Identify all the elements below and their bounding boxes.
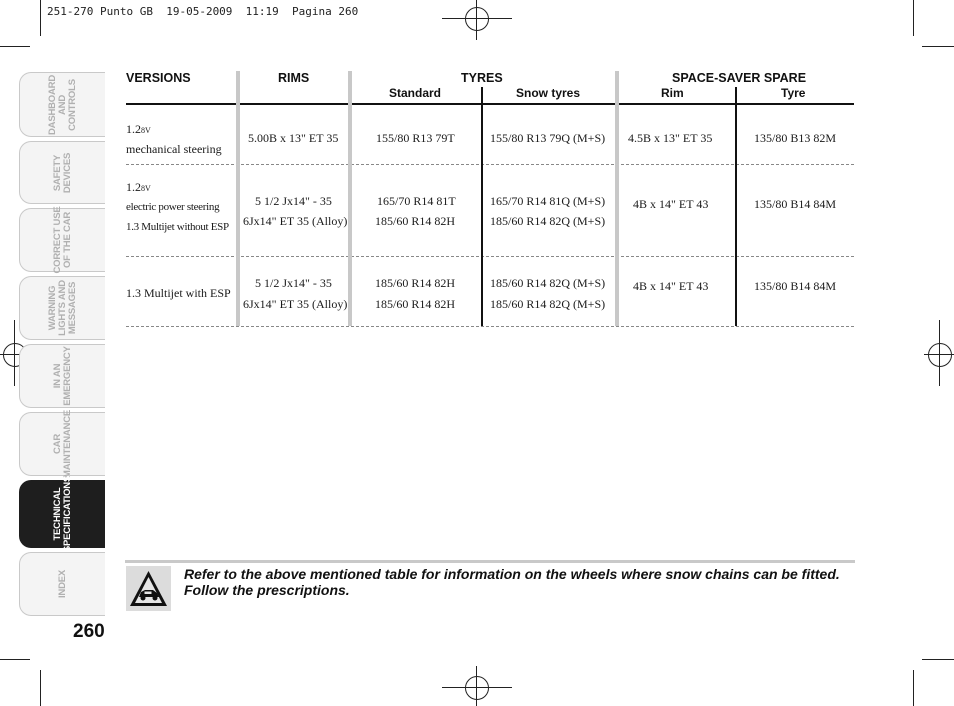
spare-rim-cell: 4B x 14" ET 43 bbox=[633, 197, 709, 211]
column-divider bbox=[348, 71, 352, 326]
column-divider bbox=[481, 87, 483, 326]
rims-cell: 5 1/2 Jx14" - 35 bbox=[255, 194, 332, 208]
snow-cell: 185/60 R14 82Q (M+S) bbox=[490, 276, 606, 290]
tab-safety[interactable] bbox=[19, 141, 105, 204]
tab-label: CAR MAINTENANCE bbox=[51, 410, 73, 478]
header-space-saver: SPACE-SAVER SPARE bbox=[672, 71, 807, 85]
subheader-snow: Snow tyres bbox=[516, 86, 581, 100]
print-header: 251-270 Punto GB 19-05-2009 11:19 Pagina 260 bbox=[47, 5, 359, 18]
version-cell bbox=[126, 122, 151, 137]
spare-rim-cell: 4.5B x 13" ET 35 bbox=[628, 131, 713, 145]
header-rims: RIMS bbox=[278, 71, 310, 85]
version-line3: 1.3 Multijet without ESP bbox=[126, 221, 229, 233]
tab-technical[interactable] bbox=[19, 475, 105, 553]
row-divider bbox=[126, 326, 854, 327]
spare-tyre-cell: 135/80 B14 84M bbox=[754, 279, 837, 293]
version-line2: electric power steering bbox=[126, 201, 220, 213]
version-cell: 1.3 Multijet with ESP bbox=[126, 286, 231, 300]
tab-label: TECHNICAL SPECIFICATIONS bbox=[51, 475, 73, 553]
rims-cell: 5.00B x 13" ET 35 bbox=[248, 131, 339, 145]
standard-cell: 185/60 R14 82H bbox=[375, 297, 456, 311]
version-line2: mechanical steering bbox=[126, 142, 222, 156]
tab-label: WARNING LIGHTS AND MESSAGES bbox=[46, 280, 78, 336]
rims-cell: 6Jx14" ET 35 (Alloy) bbox=[243, 214, 348, 228]
spare-tyre-cell: 135/80 B14 84M bbox=[754, 197, 837, 211]
tab-label: IN AN EMERGENCY bbox=[51, 346, 73, 406]
subheader-tyre: Tyre bbox=[781, 86, 806, 100]
standard-cell: 155/80 R13 79T bbox=[376, 131, 455, 145]
rims-cell: 5 1/2 Jx14" - 35 bbox=[255, 276, 332, 290]
snow-cell: 165/70 R14 81Q (M+S) bbox=[490, 194, 606, 208]
column-divider bbox=[735, 87, 737, 326]
snow-cell: 155/80 R13 79Q (M+S) bbox=[490, 131, 606, 145]
tab-label: SAFETY DEVICES bbox=[51, 152, 73, 193]
warning-note-text: Refer to the above mentioned table for information on the wheels where snow chains can be fitted. Follow the prescriptions. bbox=[184, 566, 840, 598]
version-cell bbox=[126, 180, 151, 195]
rims-cell: 6Jx14" ET 35 (Alloy) bbox=[243, 297, 348, 311]
tab-dashboard[interactable] bbox=[19, 72, 105, 137]
tab-label: INDEX bbox=[56, 569, 68, 599]
tab-label: DASHBOARD AND CONTROLS bbox=[46, 74, 78, 135]
snow-cell: 185/60 R14 82Q (M+S) bbox=[490, 214, 606, 228]
warning-triangle-car-icon bbox=[126, 566, 171, 611]
tab-emergency[interactable] bbox=[19, 344, 105, 408]
tab-index[interactable] bbox=[19, 552, 105, 616]
spare-tyre-cell: 135/80 B13 82M bbox=[754, 131, 837, 145]
spare-rim-cell: 4B x 14" ET 43 bbox=[633, 279, 709, 293]
column-divider bbox=[615, 71, 619, 326]
standard-cell: 185/60 R14 82H bbox=[375, 276, 456, 290]
snow-cell: 185/60 R14 82Q (M+S) bbox=[490, 297, 606, 311]
subheader-standard: Standard bbox=[389, 86, 442, 100]
standard-cell: 165/70 R14 81T bbox=[377, 194, 456, 208]
version-main: 1.2 bbox=[126, 122, 141, 136]
tab-label: CORRECT USE OF THE CAR bbox=[51, 206, 73, 274]
version-sub: 8V bbox=[141, 184, 151, 193]
header-tyres: TYRES bbox=[461, 71, 503, 85]
subheader-rim: Rim bbox=[661, 86, 684, 100]
page-number: 260 bbox=[73, 621, 105, 642]
note-rule bbox=[125, 560, 855, 563]
header-versions: VERSIONS bbox=[126, 71, 191, 85]
standard-cell: 185/60 R14 82H bbox=[375, 214, 456, 228]
version-sub: 8V bbox=[141, 126, 151, 135]
tab-warning[interactable] bbox=[19, 276, 105, 340]
version-main: 1.2 bbox=[126, 180, 141, 194]
column-divider bbox=[236, 71, 240, 326]
tab-correct-use[interactable] bbox=[19, 208, 105, 272]
tab-maintenance[interactable] bbox=[19, 412, 105, 476]
